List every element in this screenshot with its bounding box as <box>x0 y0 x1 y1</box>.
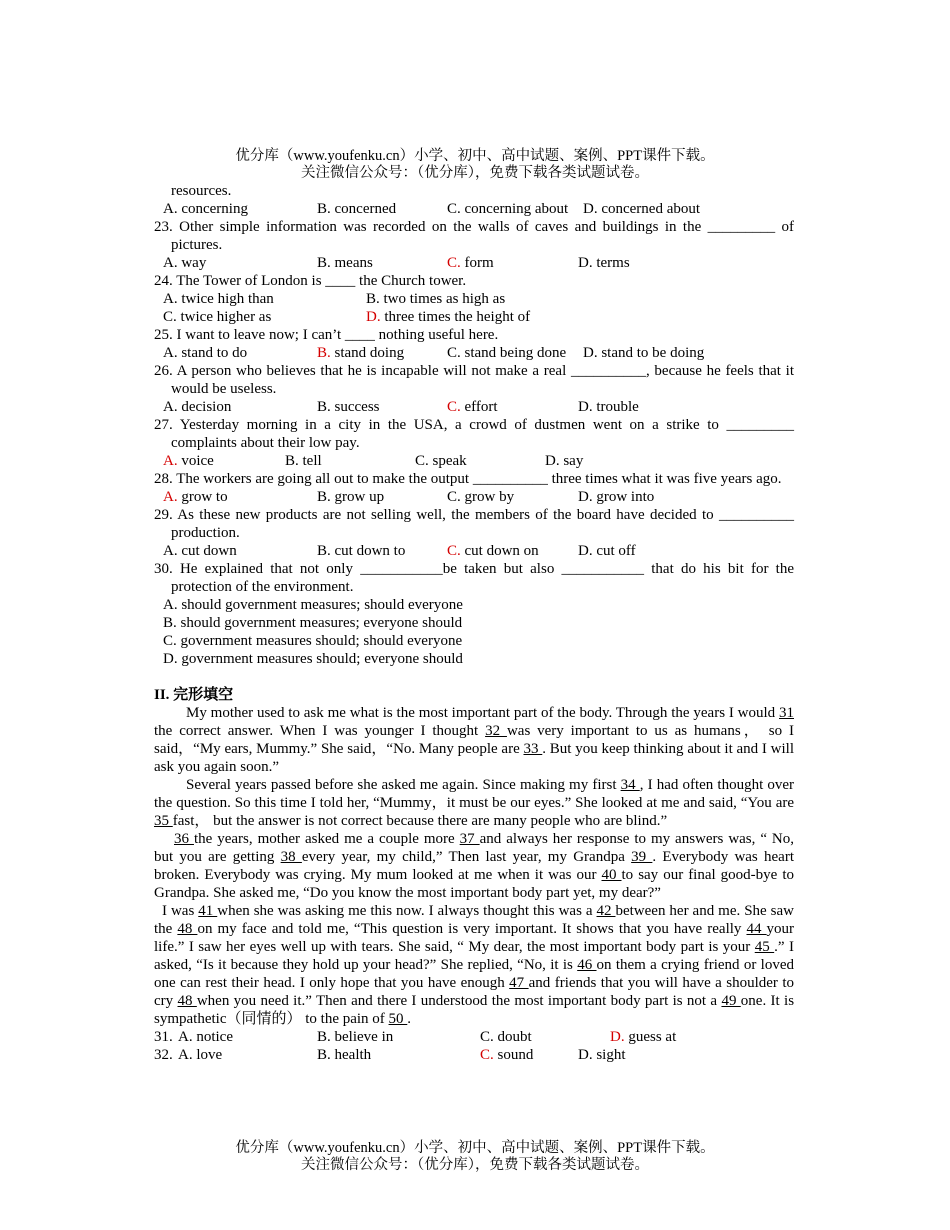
passage-text: . Everybody was heart broken. Everybody was crying. My mum looked at me when it was our <box>154 849 794 883</box>
q30-option-d-text: D. government measures should; everyone should <box>163 651 463 667</box>
q32-options <box>154 1046 794 1064</box>
passage-text: My mother used to ask me what is the most important part of the body. Through the years I would <box>186 705 779 721</box>
q32-option-d: D. sight <box>578 1047 626 1063</box>
q24-option-d-text: three times the height of <box>380 309 531 325</box>
passage-text: when she was asking me this now. I always thought this was a <box>217 903 597 919</box>
passage-text: every year, my child,” Then last year, my Grandpa <box>301 849 632 865</box>
q31-option-b: B. believe in <box>317 1029 394 1045</box>
q24-option-c: C. twice higher as <box>163 309 272 325</box>
q25-answer-marker: B. <box>317 345 331 361</box>
q24-stem: 24. The Tower of London is ____ the Church tower. <box>154 273 467 289</box>
q25-options <box>154 344 794 362</box>
q32-option-b: B. health <box>317 1047 372 1063</box>
q23-stem: 23. Other simple information was recorded on the walls of caves and buildings in the _________ of pictures. <box>154 219 794 253</box>
q26-option-b: B. success <box>317 399 380 415</box>
passage-text: one. It is sympathetic（同情的） to the pain of <box>154 993 795 1027</box>
q32-option-c-text: sound <box>493 1047 534 1063</box>
q25-option-a: A. stand to do <box>163 345 248 361</box>
q22-option-d: D. concerned about <box>583 201 701 217</box>
blank-34: 34 <box>620 777 640 793</box>
q30-option-a <box>154 596 794 614</box>
q27-stem: 27. Yesterday morning in a city in the USA, a crowd of dustmen went on a strike to _________ complaints about their low pay. <box>154 417 794 451</box>
blank-33: 33 <box>523 741 543 757</box>
passage-text: to say our final good-bye to Grandpa. She asked me, “Do you know the most important body part yet, my dear?” <box>154 867 795 901</box>
q29-option-c-text: cut down on <box>460 543 539 559</box>
q23-option-b: B. means <box>317 255 373 271</box>
exam-content <box>154 182 794 1064</box>
blank-49: 49 <box>721 993 741 1009</box>
q22-stem-continuation: resources. <box>171 183 232 199</box>
q27-options <box>154 452 794 470</box>
q25-option-b <box>317 344 404 362</box>
q28-option-a-text: grow to <box>177 489 228 505</box>
q32-option-c <box>480 1046 533 1064</box>
q24-option-d <box>366 308 530 326</box>
q28-option-b: B. grow up <box>317 489 385 505</box>
q23-answer-marker: C. <box>447 255 461 271</box>
header-line-1: 优分库（www.youfenku.cn）小学、初中、高中试题、案例、PPT课件下载。 <box>235 148 715 164</box>
q24-answer-marker: D. <box>366 309 381 325</box>
q24-options-cd <box>154 308 794 326</box>
q28-options <box>154 488 794 506</box>
q31-number: 31. <box>154 1029 173 1045</box>
q27-option-a <box>163 452 214 470</box>
blank-38: 38 <box>280 849 302 865</box>
q31-option-a: A. notice <box>178 1029 233 1045</box>
q22-option-b: B. concerned <box>317 201 397 217</box>
passage-paragraph-3 <box>154 830 794 902</box>
q31-option-c: C. doubt <box>480 1029 532 1045</box>
passage-text: and always her response to my answers was, “ No, but you are getting <box>154 831 795 865</box>
q22-option-a: A. concerning <box>163 201 248 217</box>
blank-39: 39 <box>631 849 653 865</box>
section-title: II. 完形填空 <box>154 687 234 703</box>
blank-47: 47 <box>509 975 529 991</box>
q30-option-b <box>154 614 794 632</box>
q28-stem: 28. The workers are going all out to make the output __________ three times what it was five years ago. <box>154 471 782 487</box>
header-line-2: 关注微信公众号：（优分库），免费下载各类试题试卷。 <box>301 165 649 181</box>
passage-text: between her and me. She saw the <box>154 903 795 937</box>
q31-options <box>154 1028 794 1046</box>
q25-option-b-text: stand doing <box>330 345 405 361</box>
blank-35: 35 <box>154 813 173 829</box>
q26-answer-marker: C. <box>447 399 461 415</box>
passage-text: your life.” I saw her eyes well up with tears. She said, “ My dear, the most important body part is your <box>154 921 795 955</box>
blank-48-face: 48 <box>177 921 198 937</box>
passage-text: and friends that you will have a shoulder to cry <box>154 975 795 1009</box>
page-footer <box>0 1140 950 1174</box>
q23-option-c-text: form <box>460 255 494 271</box>
q30-stem: 30. He explained that not only ___________be taken but also ___________ that do his bit for the protection of the environment. <box>154 561 794 595</box>
q29-option-c <box>447 542 539 560</box>
q32-answer-marker: C. <box>480 1047 494 1063</box>
passage-paragraph-1 <box>154 704 794 776</box>
page-header <box>0 148 950 182</box>
q24-option-a: A. twice high than <box>163 291 274 307</box>
q25-option-c: C. stand being done <box>447 345 567 361</box>
passage-text: the correct answer. When I was younger I thought <box>154 723 486 739</box>
blank-37: 37 <box>459 831 480 847</box>
passage-text: when you need it.” Then and there I understood the most important body part is not a <box>196 993 722 1009</box>
q31-option-d <box>610 1028 676 1046</box>
blank-42: 42 <box>596 903 616 919</box>
q26-option-d: D. trouble <box>578 399 639 415</box>
q25-option-d: D. stand to be doing <box>583 345 705 361</box>
q24-option-b: B. two times as high as <box>366 291 506 307</box>
passage-text: fast， but the answer is not correct because there are many people who are blind.” <box>172 813 668 829</box>
passage-text: on my face and told me, “This question is very important. It shows that you have really <box>197 921 747 937</box>
q28-option-c: C. grow by <box>447 489 515 505</box>
q23-option-d: D. terms <box>578 255 630 271</box>
q26-option-c <box>447 398 498 416</box>
passage-text: on them a crying friend or loved one can rest their head. I only hope that you have enough <box>154 957 795 991</box>
q27-option-d: D. say <box>545 453 584 469</box>
blank-48: 48 <box>177 993 197 1009</box>
q32-option-a: A. love <box>178 1047 223 1063</box>
q28-option-d: D. grow into <box>578 489 655 505</box>
q23-option-a: A. way <box>163 255 207 271</box>
passage-text: , I had often thought over the question. So this time I told her, “Mummy，it must be our eyes.” She looked at me and said, “You are <box>154 777 795 811</box>
passage-text: I was <box>162 903 199 919</box>
passage-paragraph-2 <box>154 776 794 830</box>
q29-option-a: A. cut down <box>163 543 237 559</box>
q27-option-b: B. tell <box>285 453 322 469</box>
q23-option-c <box>447 254 494 272</box>
q31-answer-marker: D. <box>610 1029 625 1045</box>
q28-answer-marker: A. <box>163 489 178 505</box>
q30-option-d <box>154 650 794 668</box>
q32-number: 32. <box>154 1047 173 1063</box>
passage-text: was very important to us as humans， so I said，“My ears, Mummy.” She said，“No. Many people are <box>154 723 794 757</box>
passage-text: . But you keep thinking about it and I will ask you again soon.” <box>154 741 795 775</box>
q26-options <box>154 398 794 416</box>
q22-option-c: C. concerning about <box>447 201 569 217</box>
q24-options-ab <box>154 290 794 308</box>
q29-stem: 29. As these new products are not selling well, the members of the board have decided to __________ production. <box>154 507 794 541</box>
q25-stem: 25. I want to leave now; I can’t ____ nothing useful here. <box>154 327 499 343</box>
passage-text: . <box>407 1011 412 1027</box>
q23-options <box>154 254 794 272</box>
q26-option-a: A. decision <box>163 399 232 415</box>
q30-option-c-text: C. government measures should; should everyone <box>163 633 463 649</box>
blank-31: 31 <box>779 705 794 721</box>
blank-36: 36 <box>174 831 194 847</box>
q22-options <box>154 200 794 218</box>
q29-option-d: D. cut off <box>578 543 636 559</box>
blank-50: 50 <box>388 1011 408 1027</box>
q27-answer-marker: A. <box>163 453 178 469</box>
footer-line-2: 关注微信公众号：（优分库），免费下载各类试题试卷。 <box>301 1157 649 1173</box>
blank-46: 46 <box>577 957 597 973</box>
q27-option-c: C. speak <box>415 453 467 469</box>
blank-45: 45 <box>754 939 775 955</box>
q30-option-c <box>154 632 794 650</box>
passage-paragraph-4 <box>154 902 794 1028</box>
blank-41: 41 <box>198 903 218 919</box>
q28-option-a <box>163 488 228 506</box>
q29-answer-marker: C. <box>447 543 461 559</box>
q31-option-d-text: guess at <box>624 1029 677 1045</box>
blank-44: 44 <box>746 921 767 937</box>
q27-option-a-text: voice <box>177 453 214 469</box>
passage-text: Several years passed before she asked me again. Since making my first <box>186 777 621 793</box>
q30-option-b-text: B. should government measures; everyone should <box>163 615 463 631</box>
blank-40: 40 <box>601 867 622 883</box>
q26-stem: 26. A person who believes that he is incapable will not make a real __________, because he feels that it would be useless. <box>154 363 794 397</box>
q26-option-c-text: effort <box>460 399 498 415</box>
q29-option-b: B. cut down to <box>317 543 406 559</box>
passage-text: .” I asked, “Is it because they hold up your head?” She replied, “No, it is <box>154 939 795 973</box>
q29-options <box>154 542 794 560</box>
q30-option-a-text: A. should government measures; should everyone <box>163 597 463 613</box>
blank-32: 32 <box>485 723 507 739</box>
footer-line-1: 优分库（www.youfenku.cn）小学、初中、高中试题、案例、PPT课件下载。 <box>235 1140 715 1156</box>
passage-text: the years, mother asked me a couple more <box>193 831 460 847</box>
